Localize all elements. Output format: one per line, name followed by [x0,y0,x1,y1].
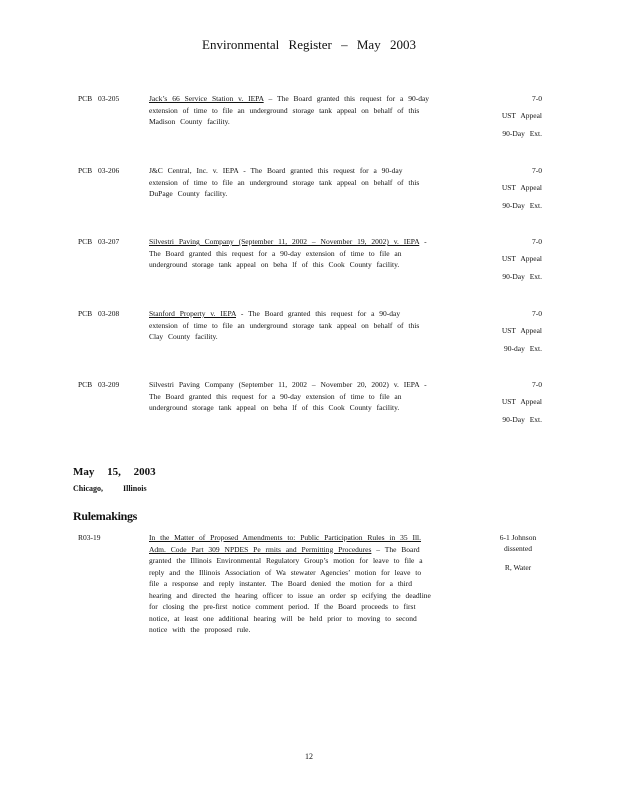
rulemaking-type: R, Water [504,563,532,572]
docket-number: R03-19 [78,533,101,542]
description-line: The Board granted this request for a 90-day extension of time to file an [149,391,402,401]
case-type: UST Appeal [501,111,542,120]
case-caption: J&C Central, Inc. v. IEPA [149,166,239,175]
rulemaking-description [149,532,463,636]
description-line: notice, at least one additional hearing will be held prior to moving to second [149,613,417,623]
description-line: extension of time to file an underground storage tank appeal on behalf of this [149,105,420,115]
case-caption: Jack’s 66 Service Station v. IEPA [149,94,264,103]
description-line: underground storage tank appeal on beha lf of this Cook County facility. [149,403,400,412]
case-type: UST Appeal [501,183,542,192]
description-line: notice with the proposed rule. [149,625,251,634]
case-type: UST Appeal [501,326,542,335]
docket-number: PCB 03-208 [78,309,120,318]
description-line: for closing the pre-first notice comment period. If the Board proceeds to first [149,602,416,611]
case-description [149,379,463,414]
case-action: 90-Day Ext. [502,201,542,210]
case-description [149,236,463,271]
docket-number: PCB 03-206 [78,166,120,175]
docket-number: PCB 03-205 [78,94,120,103]
case-description [149,165,463,200]
description-line: extension of time to file an underground storage tank appeal on behalf of this [149,320,420,330]
vote-count: 6-1 Johnson [499,533,537,542]
vote-note: dissented [504,544,532,553]
description-line: file a response and reply instanter. The Board denied the motion for a third [149,579,412,588]
description-line: The Board granted this request for a 90-day extension of time to file an [149,248,402,258]
case-action: 90-Day Ext. [502,415,542,424]
description-text: - The Board granted this request for a 90-day [238,166,403,175]
description-line: underground storage tank appeal on beha lf of this Cook County facility. [149,260,400,269]
vote-count: 7-0 [532,94,542,103]
rulemaking-vote [492,532,544,573]
docket-number: PCB 03-209 [78,380,120,389]
vote-count: 7-0 [532,166,542,175]
case-description [149,93,463,128]
vote-count: 7-0 [532,380,542,389]
case-caption: Silvestri Paving Company (September 11, 2002 – November 20, 2002) v. IEPA - [149,380,427,389]
description-line: Clay County facility. [149,332,218,341]
vote-count: 7-0 [532,309,542,318]
case-caption: Silvestri Paving Company (September 11, 2002 – November 19, 2002) v. IEPA [149,237,420,246]
case-type: UST Appeal [501,254,542,263]
description-line: Madison County facility. [149,117,230,126]
page-number: 12 [305,752,313,761]
case-action: 90-day Ext. [504,344,542,353]
description-text: – The Board [371,544,420,554]
description-line: reply and the Illinois Association of Wa stewater Agencies’ motion for leave to [149,567,422,577]
vote-count: 7-0 [532,237,542,246]
docket-number: PCB 03-207 [78,237,120,246]
rulemaking-caption: Adm. Code Part 309 NPDES Pe rmits and Permitting Procedures [149,544,372,554]
case-type: UST Appeal [501,397,542,406]
case-action: 90-Day Ext. [502,129,542,138]
description-line: granted the Illinois Environmental Regulatory Group’s motion for leave to file a [149,556,423,565]
case-description [149,308,463,343]
description-text: - [419,237,427,246]
meeting-date: May 15, 2003 [73,466,156,478]
description-line: extension of time to file an underground storage tank appeal on behalf of this [149,177,420,187]
rulemaking-caption: In the Matter of Proposed Amendments to: Public Participation Rules in 35 Ill. [149,533,422,542]
case-caption: Stanford Property v. IEPA [149,309,236,318]
description-line: DuPage County facility. [149,189,228,198]
description-text: – The Board granted this request for a 90-day [263,94,430,103]
meeting-location: Chicago, Illinois [73,484,147,493]
page-header: Environmental Register – May 2003 [202,37,416,52]
case-action: 90-Day Ext. [502,272,542,281]
description-line: hearing and directed the hearing officer to issue an order sp ecifying the deadline [149,590,431,600]
description-text: - The Board granted this request for a 90-day [236,309,401,318]
section-heading-rulemakings: Rulemakings [73,509,138,523]
